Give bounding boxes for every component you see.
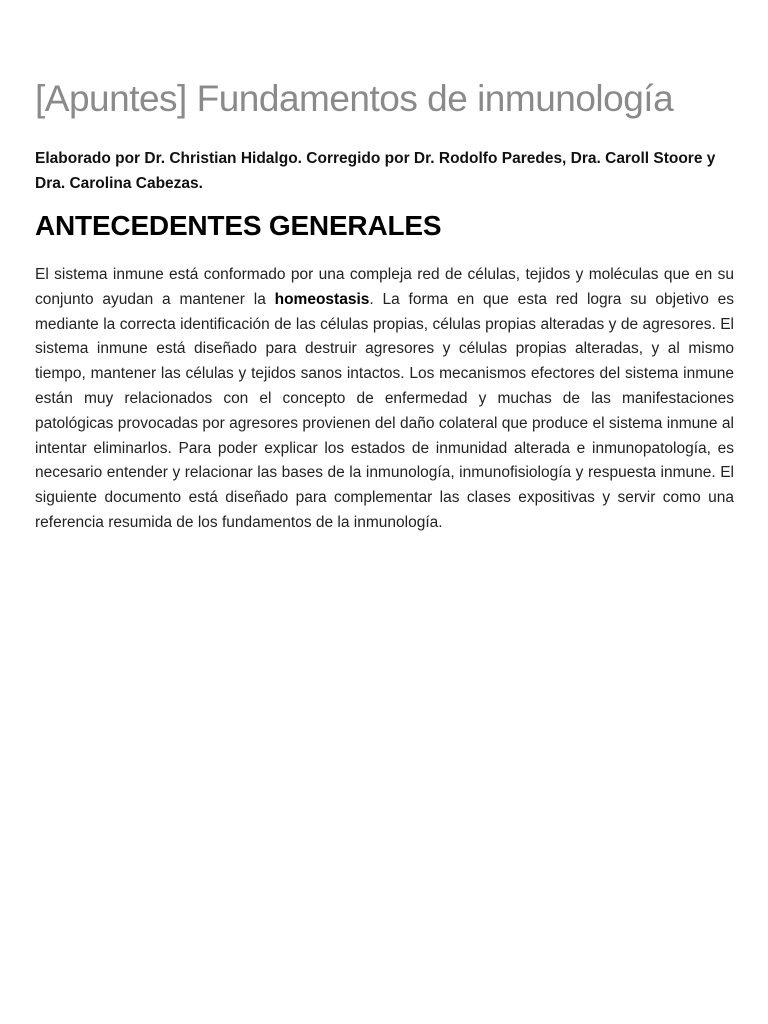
body-paragraph: [35, 263, 734, 536]
bold-term: homeostasis: [274, 290, 370, 308]
authors-line: Elaborado por Dr. Christian Hidalgo. Corregido por Dr. Rodolfo Paredes, Dra. Caroll Stoore y Dra. Carolina Cabezas.: [35, 150, 716, 192]
document-title: [Apuntes] Fundamentos de inmunología: [35, 78, 674, 119]
section-heading: ANTECEDENTES GENERALES: [35, 210, 442, 241]
paragraph-text-end: . La forma en que esta red logra su objetivo es mediante la correcta identificación de las células propias, células propias alteradas y de agresores. El sistema inmune está diseñado para destruir agresores y células propias alteradas, y al mismo tiempo, mantener las células y tejidos sanos intactos. Los mecanismos efectores del sistema inmune están muy relacionados con el concepto de enfermedad y muchas de las manifestaciones patológicas provocadas por agresores provienen del daño colateral que produce el sistema inmune al intentar eliminarlos. Para poder explicar los estados de inmunidad alterada e inmunopatología, es necesario entender y relacionar las bases de la inmunología, inmunofisiología y respuesta inmune. El siguiente documento está diseñado para complementar las clases expositivas y servir como una referencia resumida de los fundamentos de la inmunología.: [35, 290, 734, 531]
paragraph-text-start: El sistema inmune está conformado por una compleja red de células, tejidos y moléculas que en su conjunto ayudan a mantener la: [35, 266, 734, 308]
